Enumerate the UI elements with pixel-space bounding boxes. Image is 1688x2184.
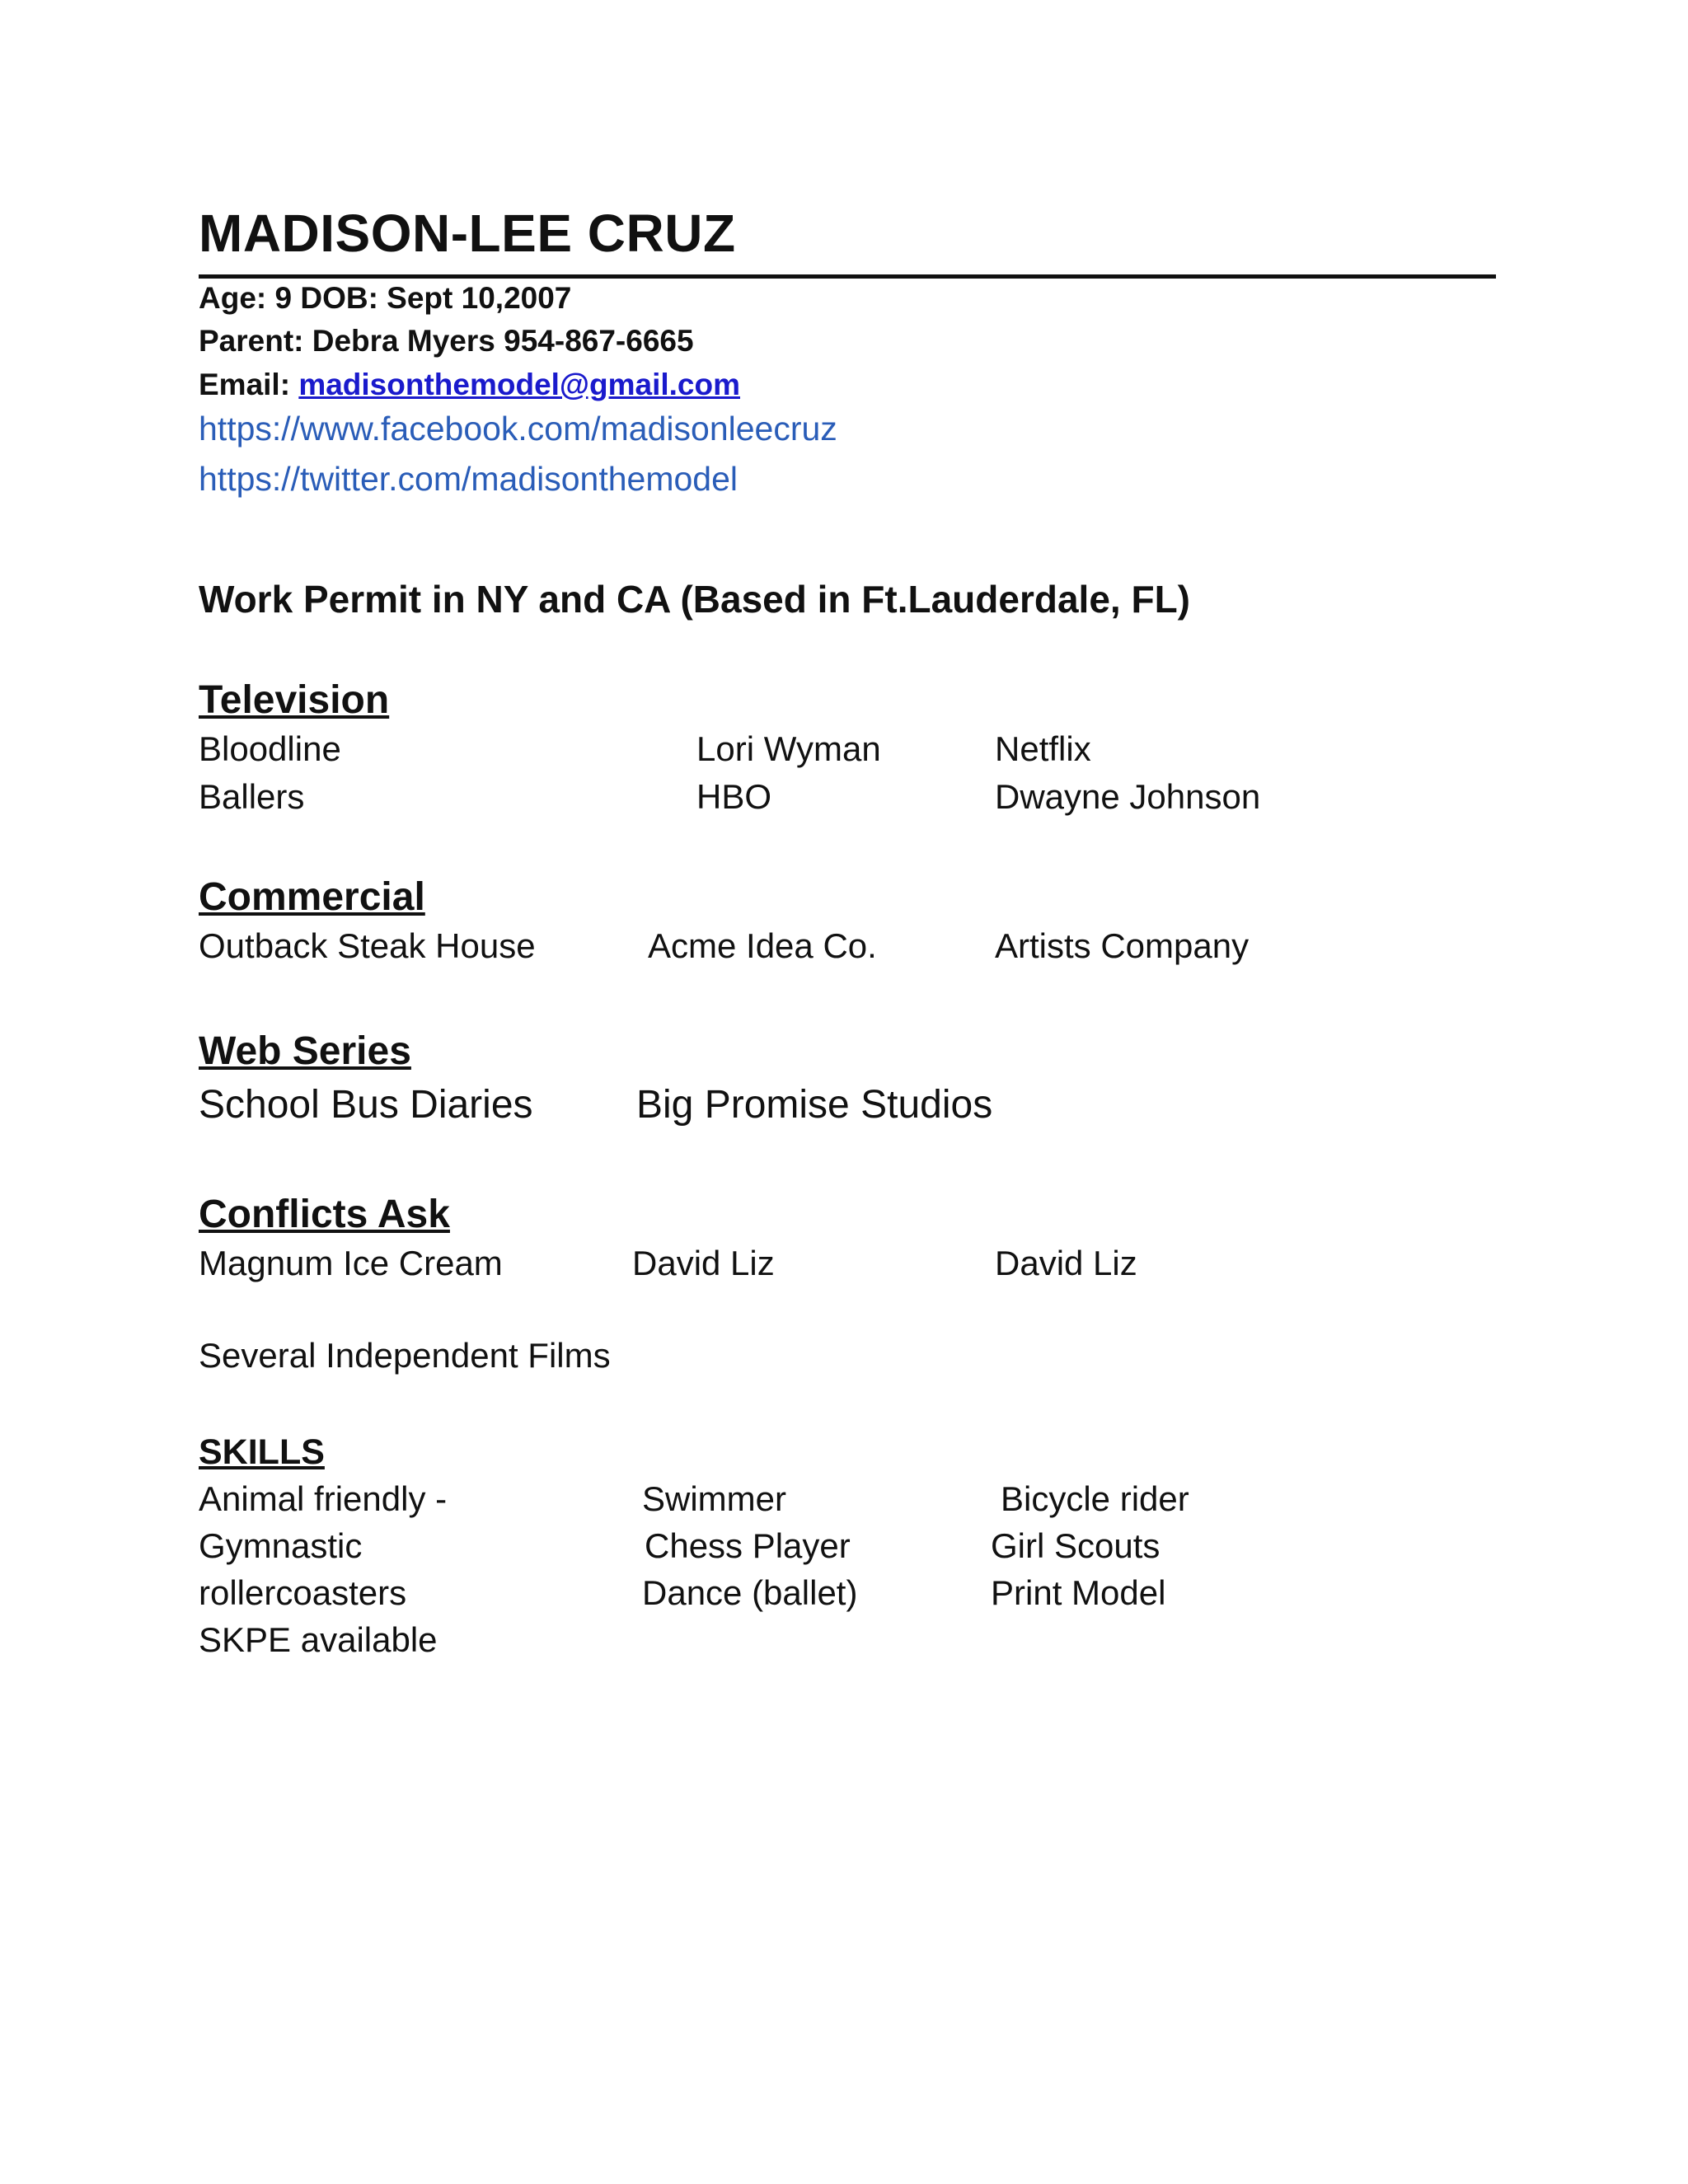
web-series-row-1-title: School Bus Diaries (199, 1083, 533, 1127)
header-rule (199, 274, 1496, 279)
web-series-row-1-col2: Big Promise Studios (636, 1083, 993, 1127)
skill-item: Dance (ballet) (642, 1573, 858, 1612)
skill-item: Print Model (991, 1573, 1166, 1612)
skill-item: Chess Player (645, 1526, 851, 1565)
conflicts-row-1-col2: David Liz (632, 1244, 775, 1282)
skills-heading: SKILLS (199, 1432, 325, 1472)
commercial-heading: Commercial (199, 875, 425, 919)
twitter-link[interactable]: https://twitter.com/madisonthemodel (199, 460, 738, 498)
television-heading: Television (199, 678, 390, 722)
applicant-name: MADISON-LEE CRUZ (199, 204, 736, 263)
tv-row-1-title: Bloodline (199, 729, 341, 768)
skill-item: Bicycle rider (1001, 1479, 1189, 1518)
conflicts-row-1-col3: David Liz (995, 1244, 1137, 1282)
commercial-row-1-col2: Acme Idea Co. (648, 926, 877, 965)
commercial-row-1-col3: Artists Company (995, 926, 1250, 965)
skill-item: Gymnastic (199, 1526, 363, 1565)
web-series-heading: Web Series (199, 1029, 411, 1073)
tv-row-2-col2: HBO (696, 777, 772, 816)
skill-item: Girl Scouts (991, 1526, 1160, 1565)
work-permit-line: Work Permit in NY and CA (Based in Ft.Lauderdale, FL) (199, 578, 1190, 621)
skill-item: rollercoasters (199, 1573, 407, 1612)
independent-films-note: Several Independent Films (199, 1336, 611, 1375)
facebook-link[interactable]: https://www.facebook.com/madisonleecruz (199, 410, 837, 448)
tv-row-1-col2: Lori Wyman (696, 729, 881, 768)
tv-row-2-col3: Dwayne Johnson (995, 777, 1261, 816)
parent-line: Parent: Debra Myers 954-867-6665 (199, 324, 694, 358)
tv-row-1-col3: Netflix (995, 729, 1091, 768)
tv-row-2-title: Ballers (199, 777, 305, 816)
skill-item: SKPE available (199, 1620, 438, 1659)
age-dob-line: Age: 9 DOB: Sept 10,2007 (199, 281, 572, 315)
skill-item: Swimmer (642, 1479, 786, 1518)
conflicts-heading: Conflicts Ask (199, 1193, 450, 1236)
conflicts-row-1-title: Magnum Ice Cream (199, 1244, 503, 1282)
email-link[interactable]: madisonthemodel@gmail.com (298, 368, 740, 401)
skill-item: Animal friendly - (199, 1479, 448, 1518)
email-line (199, 368, 740, 402)
email-label: Email: (199, 368, 291, 401)
commercial-row-1-title: Outback Steak House (199, 926, 536, 965)
